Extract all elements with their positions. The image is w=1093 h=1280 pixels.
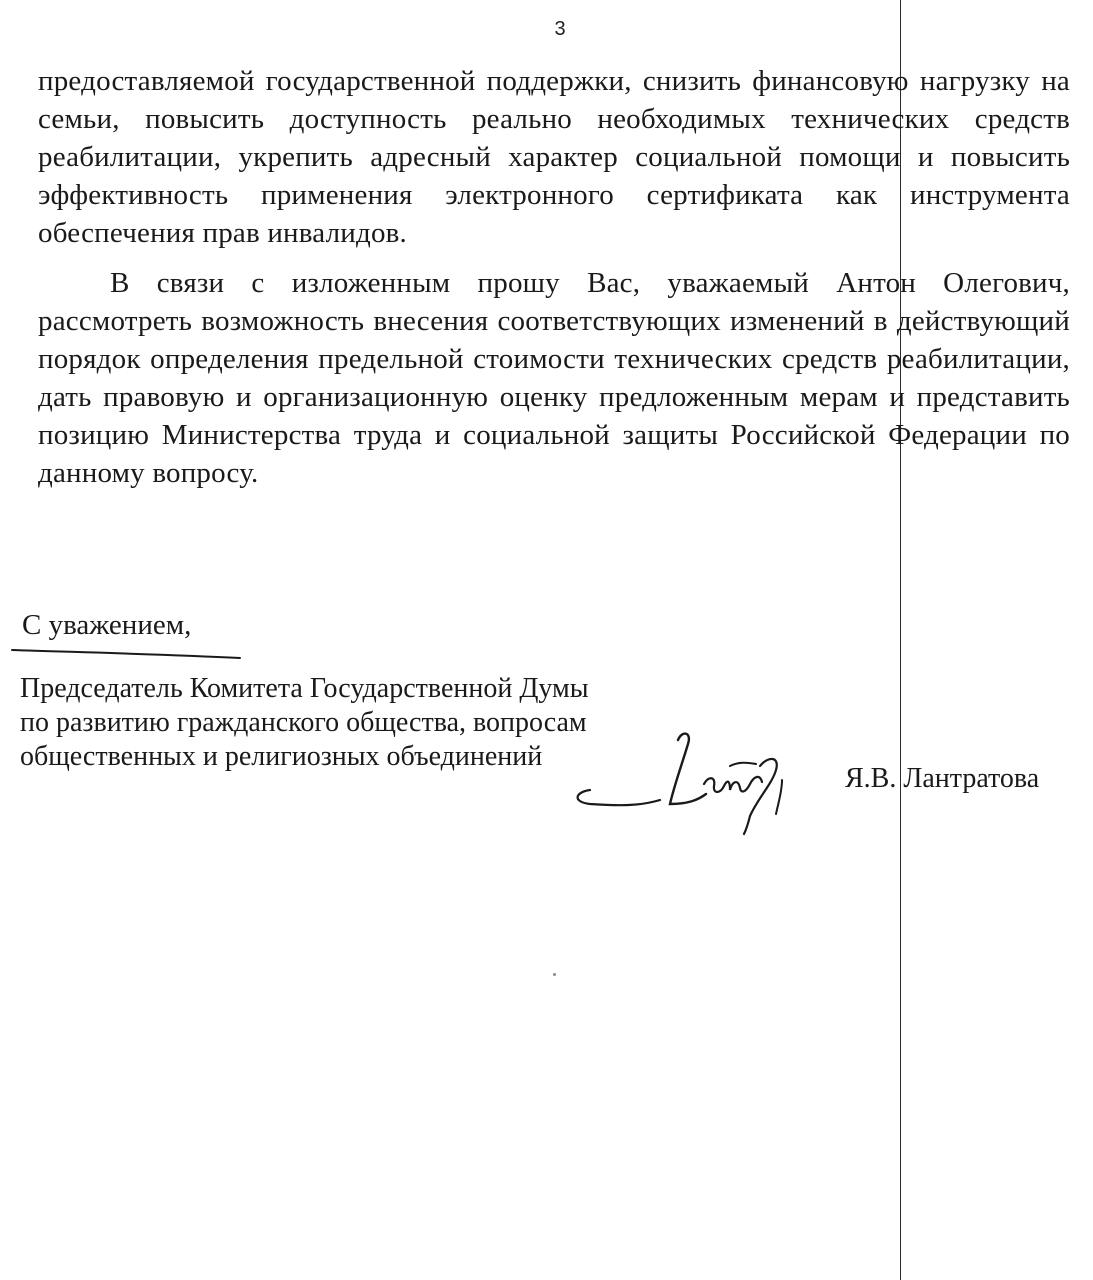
signatory-title-line-1: Председатель Комитета Государственной Думы — [20, 673, 589, 704]
handwritten-signature — [570, 720, 800, 840]
scan-speck — [553, 973, 556, 976]
signatory-title-line-3: общественных и религиозных объединений — [20, 741, 543, 772]
page-number: 3 — [554, 18, 566, 40]
signatory-name: Я.В. Лантратова — [845, 763, 1040, 794]
signatory-title — [20, 672, 589, 774]
paragraph-2: В связи с изложенным прошу Вас, уважаемый Антон Олегович, рассмотреть возможность внесения соответствующих изменений в действующий порядок определения предельной стоимости технических средств реабилитации, дать правовую и организационную оценку предложенным мерам и представить позицию Министерства труда и социальной защиты Российской Федерации по данному вопросу. — [38, 267, 1070, 489]
closing-salutation: С уважением, — [22, 609, 192, 641]
letter-body — [38, 62, 1070, 492]
signatory-title-line-2: по развитию гражданского общества, вопросам — [20, 707, 587, 738]
paragraph-1: предоставляемой государственной поддержки, снизить финансовую нагрузку на семьи, повысить доступность реально необходимых технических средств реабилитации, укрепить адресный характер социальной помощи и повысить эффективность применения электронного сертификата как инструмента обеспечения прав инвалидов. — [38, 65, 1070, 249]
salutation-underline — [10, 640, 244, 664]
